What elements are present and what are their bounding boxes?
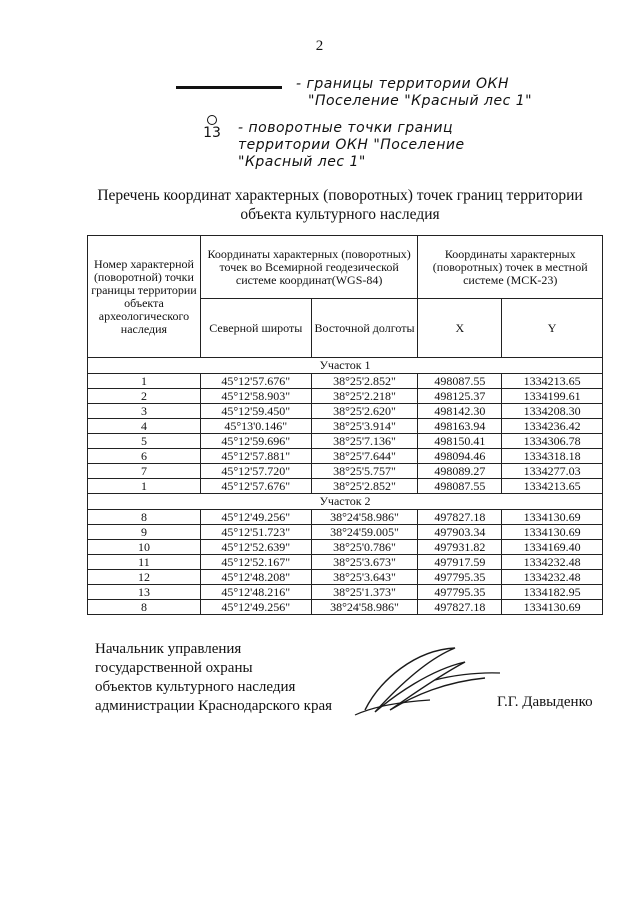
point-number-cell: 8 <box>88 510 201 525</box>
table-row <box>88 540 603 555</box>
table-row <box>88 570 603 585</box>
x-cell: 497917.59 <box>418 555 502 570</box>
section-title: Участок 1 <box>88 358 603 374</box>
signature-title-line-2: государственной охраны <box>95 660 253 676</box>
x-cell: 498087.55 <box>418 479 502 494</box>
longitude-cell: 38°25'3.643" <box>311 570 418 585</box>
y-cell: 1334130.69 <box>502 510 603 525</box>
point-number-header: Номер характерной (поворотной) точки границы территории объекта археологического наследия <box>88 236 201 358</box>
longitude-cell: 38°25'2.218" <box>311 389 418 404</box>
latitude-cell: 45°12'57.720" <box>200 464 311 479</box>
heading-line-2: объекта культурного наследия <box>240 206 440 223</box>
latitude-cell: 45°13'0.146" <box>200 419 311 434</box>
legend-boundary-text <box>296 76 556 110</box>
y-header: Y <box>502 299 603 358</box>
point-number-cell: 5 <box>88 434 201 449</box>
x-cell: 498142.30 <box>418 404 502 419</box>
y-cell: 1334130.69 <box>502 600 603 615</box>
point-number-cell: 1 <box>88 374 201 389</box>
point-number-cell: 10 <box>88 540 201 555</box>
point-symbol-number: 13 <box>203 125 221 141</box>
signature-title <box>95 640 332 716</box>
legend-points-line-2: территории ОКН "Поселение <box>238 137 465 153</box>
y-cell: 1334236.42 <box>502 419 603 434</box>
table-row <box>88 419 603 434</box>
y-cell: 1334199.61 <box>502 389 603 404</box>
coordinates-table <box>87 235 603 615</box>
table-row <box>88 479 603 494</box>
longitude-cell: 38°25'3.673" <box>311 555 418 570</box>
longitude-cell: 38°25'2.852" <box>311 374 418 389</box>
table-row <box>88 555 603 570</box>
longitude-cell: 38°24'58.986" <box>311 600 418 615</box>
x-cell: 498087.55 <box>418 374 502 389</box>
y-cell: 1334232.48 <box>502 570 603 585</box>
longitude-cell: 38°25'2.852" <box>311 479 418 494</box>
latitude-cell: 45°12'52.167" <box>200 555 311 570</box>
y-cell: 1334213.65 <box>502 374 603 389</box>
x-cell: 497795.35 <box>418 570 502 585</box>
table-row <box>88 510 603 525</box>
point-number-cell: 2 <box>88 389 201 404</box>
legend-boundary-line-2: "Поселение "Красный лес 1" <box>308 93 533 109</box>
section-row <box>88 494 603 510</box>
point-number-cell: 13 <box>88 585 201 600</box>
y-cell: 1334169.40 <box>502 540 603 555</box>
x-cell: 498094.46 <box>418 449 502 464</box>
longitude-cell: 38°25'2.620" <box>311 404 418 419</box>
longitude-cell: 38°25'7.644" <box>311 449 418 464</box>
section-title: Участок 2 <box>88 494 603 510</box>
y-cell: 1334232.48 <box>502 555 603 570</box>
x-cell: 498089.27 <box>418 464 502 479</box>
turning-point-symbol <box>202 115 222 141</box>
longitude-cell: 38°25'0.786" <box>311 540 418 555</box>
x-cell: 497827.18 <box>418 600 502 615</box>
latitude-cell: 45°12'49.256" <box>200 600 311 615</box>
signature-title-line-1: Начальник управления <box>95 641 242 657</box>
y-cell: 1334182.95 <box>502 585 603 600</box>
x-cell: 497795.35 <box>418 585 502 600</box>
point-circle-icon <box>207 115 217 125</box>
y-cell: 1334130.69 <box>502 525 603 540</box>
x-cell: 497827.18 <box>418 510 502 525</box>
handwritten-signature <box>335 640 505 720</box>
latitude-cell: 45°12'59.696" <box>200 434 311 449</box>
x-header: X <box>418 299 502 358</box>
table-row <box>88 389 603 404</box>
table-body <box>88 358 603 615</box>
latitude-cell: 45°12'48.216" <box>200 585 311 600</box>
latitude-header: Северной широты <box>200 299 311 358</box>
point-number-cell: 7 <box>88 464 201 479</box>
signature-title-line-4: администрации Краснодарского края <box>95 698 333 714</box>
signatory-name: Г.Г. Давыденко <box>497 694 593 710</box>
latitude-cell: 45°12'59.450" <box>200 404 311 419</box>
point-number-cell: 4 <box>88 419 201 434</box>
y-cell: 1334277.03 <box>502 464 603 479</box>
point-number-cell: 6 <box>88 449 201 464</box>
document-heading <box>90 186 590 224</box>
heading-line-1: Перечень координат характерных (поворотных) точек границ территории <box>97 187 583 204</box>
latitude-cell: 45°12'57.676" <box>200 479 311 494</box>
x-cell: 498150.41 <box>418 434 502 449</box>
longitude-header: Восточной долготы <box>311 299 418 358</box>
y-cell: 1334213.65 <box>502 479 603 494</box>
longitude-cell: 38°25'1.373" <box>311 585 418 600</box>
longitude-cell: 38°24'59.005" <box>311 525 418 540</box>
table-row <box>88 449 603 464</box>
longitude-cell: 38°25'5.757" <box>311 464 418 479</box>
y-cell: 1334208.30 <box>502 404 603 419</box>
legend-points-text <box>238 120 498 171</box>
x-cell: 497931.82 <box>418 540 502 555</box>
point-number-cell: 8 <box>88 600 201 615</box>
table-row <box>88 464 603 479</box>
latitude-cell: 45°12'58.903" <box>200 389 311 404</box>
y-cell: 1334318.18 <box>502 449 603 464</box>
y-cell: 1334306.78 <box>502 434 603 449</box>
legend-points-line-1: - поворотные точки границ <box>238 120 454 136</box>
point-number-cell: 3 <box>88 404 201 419</box>
latitude-cell: 45°12'52.639" <box>200 540 311 555</box>
table-row <box>88 434 603 449</box>
signature-title-line-3: объектов культурного наследия <box>95 679 296 695</box>
table-row <box>88 404 603 419</box>
point-number-cell: 12 <box>88 570 201 585</box>
longitude-cell: 38°25'7.136" <box>311 434 418 449</box>
point-number-cell: 9 <box>88 525 201 540</box>
latitude-cell: 45°12'57.881" <box>200 449 311 464</box>
latitude-cell: 45°12'49.256" <box>200 510 311 525</box>
table-row <box>88 374 603 389</box>
msk-header: Координаты характерных (поворотных) точек в местной системе (МСК-23) <box>418 236 603 299</box>
point-number-cell: 11 <box>88 555 201 570</box>
point-number-cell: 1 <box>88 479 201 494</box>
longitude-cell: 38°25'3.914" <box>311 419 418 434</box>
wgs-header: Координаты характерных (поворотных) точек во Всемирной геодезической системе координат(WGS-84) <box>200 236 418 299</box>
x-cell: 498125.37 <box>418 389 502 404</box>
x-cell: 498163.94 <box>418 419 502 434</box>
table-row <box>88 525 603 540</box>
legend-points-line-3: "Красный лес 1" <box>238 154 366 170</box>
table-row <box>88 600 603 615</box>
x-cell: 497903.34 <box>418 525 502 540</box>
legend-boundary-line-1: - границы территории ОКН <box>296 76 509 92</box>
latitude-cell: 45°12'48.208" <box>200 570 311 585</box>
latitude-cell: 45°12'57.676" <box>200 374 311 389</box>
boundary-line-symbol <box>176 86 282 89</box>
page-number: 2 <box>315 38 324 54</box>
latitude-cell: 45°12'51.723" <box>200 525 311 540</box>
longitude-cell: 38°24'58.986" <box>311 510 418 525</box>
table-row <box>88 585 603 600</box>
section-row <box>88 358 603 374</box>
